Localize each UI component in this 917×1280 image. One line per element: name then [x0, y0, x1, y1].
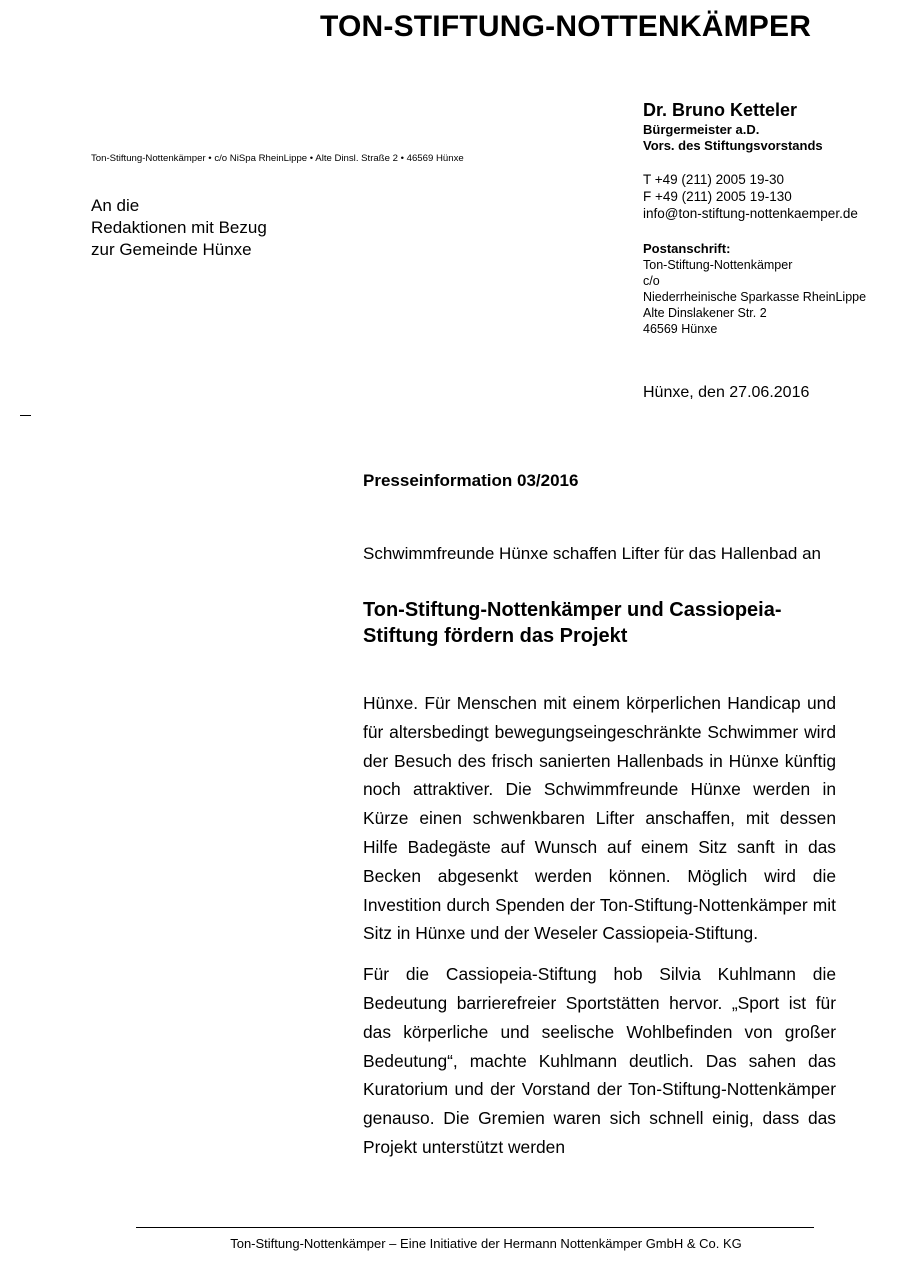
footer-divider	[136, 1227, 814, 1228]
press-body	[363, 689, 836, 1174]
postal-heading: Postanschrift:	[643, 241, 731, 256]
organization-title: TON-STIFTUNG-NOTTENKÄMPER	[320, 10, 812, 43]
contact-fax: F +49 (211) 2005 19-130	[643, 189, 792, 204]
recipient-line: Redaktionen mit Bezug	[91, 218, 267, 237]
contact-email: info@ton-stiftung-nottenkaemper.de	[643, 206, 858, 221]
footer-text: Ton-Stiftung-Nottenkämper – Eine Initiative der Hermann Nottenkämper GmbH & Co. KG	[230, 1236, 742, 1251]
press-headline: Ton-Stiftung-Nottenkämper und Cassiopeia-Stiftung fördern das Projekt	[363, 599, 782, 647]
contact-phone: T +49 (211) 2005 19-30	[643, 172, 784, 187]
body-paragraph: Hünxe. Für Menschen mit einem körperlichen Handicap und für altersbedingt bewegungseingeschränkte Schwimmer wird der Besuch des frisch sanierten Hallenbads in Hünxe künftig noch attraktiver. Die Schwimmfreunde Hünxe werden in Kürze einen schwenkbaren Lifter anschaffen, mit dessen Hilfe Badegäste auf Wunsch auf einem Sitz sanft in das Becken abgesenkt werden können. Möglich wird die Investition durch Spenden der Ton-Stiftung-Nottenkämper mit Sitz in Hünxe und der Weseler Cassiopeia-Stiftung.	[363, 693, 836, 944]
press-subheadline: Schwimmfreunde Hünxe schaffen Lifter für das Hallenbad an	[363, 544, 821, 563]
sender-address-line: Ton-Stiftung-Nottenkämper • c/o NiSpa RheinLippe • Alte Dinsl. Straße 2 • 46569 Hünxe	[91, 153, 464, 164]
fold-mark	[20, 415, 31, 416]
contact-name: Dr. Bruno Ketteler	[643, 100, 798, 120]
postal-line: c/o	[643, 274, 660, 288]
press-release-label: Presseinformation 03/2016	[363, 471, 579, 490]
recipient-line: An die	[91, 196, 140, 215]
recipient-line: zur Gemeinde Hünxe	[91, 240, 252, 259]
postal-line: 46569 Hünxe	[643, 322, 718, 336]
postal-line: Niederrheinische Sparkasse RheinLippe	[643, 290, 867, 304]
body-paragraph: Für die Cassiopeia-Stiftung hob Silvia Kuhlmann die Bedeutung barrierefreier Sportstätten hervor. „Sport ist für das körperliche und seelische Wohlbefinden von großer Bedeutung“, machte Kuhlmann deutlich. Das sahen das Kuratorium und der Vorstand der Ton-Stiftung-Nottenkämper genauso. Die Gremien waren sich schnell einig, dass das Projekt unterstützt werden	[363, 964, 836, 1157]
postal-line: Alte Dinslakener Str. 2	[643, 306, 767, 320]
recipient-block	[91, 195, 267, 261]
contact-role: Bürgermeister a.D.	[643, 122, 760, 137]
contact-role: Vors. des Stiftungsvorstands	[643, 138, 823, 153]
letter-date: Hünxe, den 27.06.2016	[643, 384, 810, 401]
contact-block	[643, 98, 913, 337]
postal-line: Ton-Stiftung-Nottenkämper	[643, 258, 793, 272]
